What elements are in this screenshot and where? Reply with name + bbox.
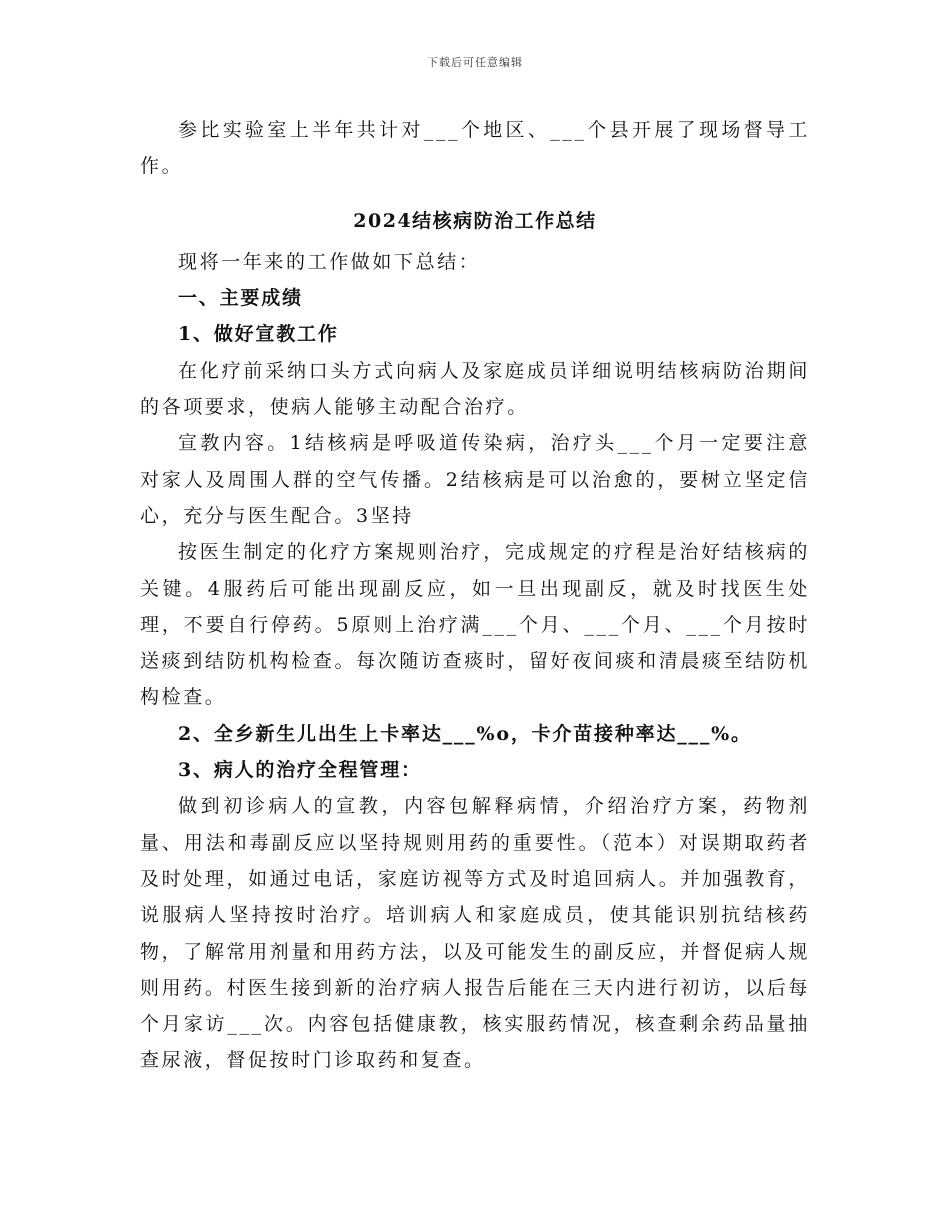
intro-paragraph: 参比实验室上半年共计对___个地区、___个县开展了现场督导工作。 — [140, 119, 810, 178]
subheading-newborn-rates: 2、全乡新生儿出生上卡率达___%o，卡介苗接种率达___%。 — [178, 722, 752, 745]
header-note: 下载后可任意编辑 — [427, 56, 523, 69]
paragraph-treatment-rules: 按医生制定的化疗方案规则治疗，完成规定的疗程是治好结核病的关键。4服药后可能出现副反应，如一旦出现副反，就及时找医生处理，不要自行停药。5原则上治疗满___个月、___个月、___个月按时送痰到结防机构检查。每次随访查痰时，留好夜间痰和清晨痰至结防机构检查。 — [140, 541, 810, 709]
opening-paragraph: 现将一年来的工作做如下总结： — [178, 250, 481, 273]
paragraph-treatment-management: 做到初诊病人的宣教，内容包解释病情，介绍治疗方案，药物剂量、用法和毒副反应以坚持规则用药的重要性。（范本）对误期取药者及时处理，如通过电话，家庭访视等方式及时追回病人。并加强教育，说服病人坚持按时治疗。培训病人和家庭成员，使其能识别抗结核药物，了解常用剂量和用药方法，以及可能发生的副反应，并督促病人规则用药。村医生接到新的治疗病人报告后能在三天内进行初访，以后每个月家访___次。内容包括健康教，核实服药情况，核查剩余药品量抽查尿液，督促按时门诊取药和复查。 — [140, 795, 810, 1072]
subheading-education: 1、做好宣教工作 — [178, 323, 339, 346]
document-title: 2024结核病防治工作总结 — [353, 209, 597, 232]
document-body — [140, 112, 810, 1079]
section-heading-main-achievements: 一、主要成绩 — [178, 287, 303, 310]
paragraph-education-content: 宣教内容。1结核病是呼吸道传染病，治疗头___个月一定要注意对家人及周围人群的空气传播。2结核病是可以治愈的，要树立坚定信心，充分与医生配合。3坚持 — [140, 432, 810, 527]
subheading-treatment-management: 3、病人的治疗全程管理： — [178, 759, 422, 782]
paragraph-education-intro: 在化疗前采纳口头方式向病人及家庭成员详细说明结核病防治期间的各项要求，使病人能够主动配合治疗。 — [140, 359, 810, 419]
